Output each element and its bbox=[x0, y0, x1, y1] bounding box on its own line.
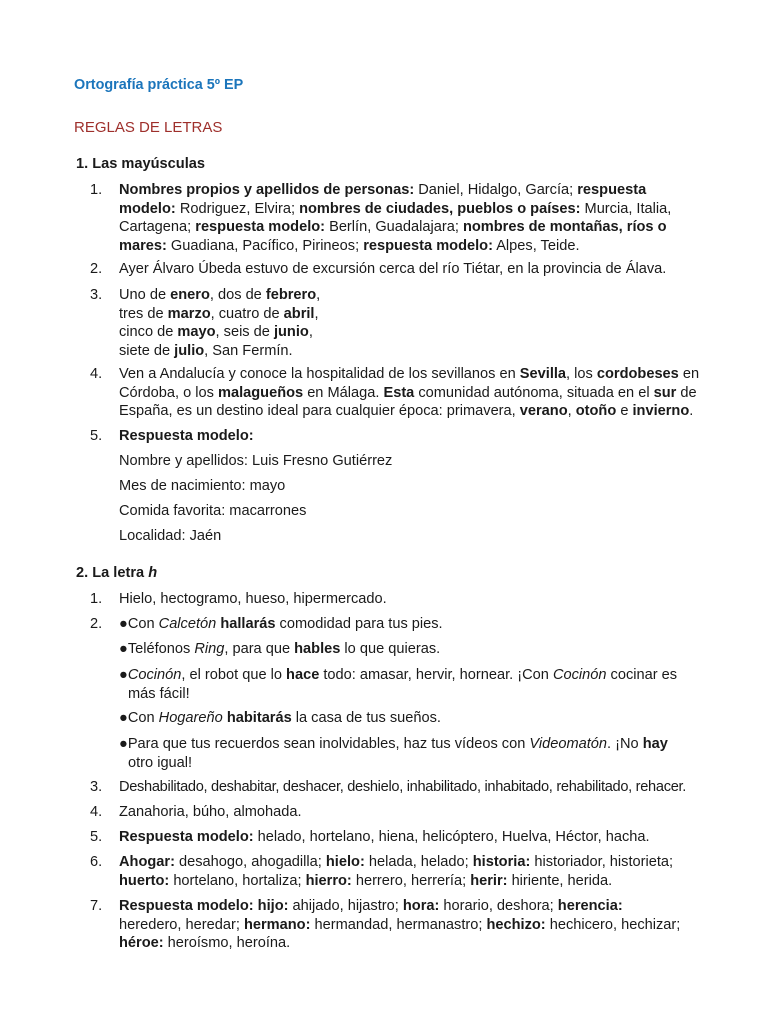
text: , dos de bbox=[209, 287, 266, 303]
document-title: Ortografía práctica 5º EP bbox=[74, 77, 244, 93]
text: comodidad para tus pies. bbox=[275, 616, 443, 632]
s2-item-2-ad-2 bbox=[90, 640, 700, 659]
month-word: mayo bbox=[177, 324, 216, 340]
month-word: febrero bbox=[265, 287, 317, 303]
s1-item-5 bbox=[90, 427, 700, 446]
text: la casa de tus sueños. bbox=[291, 710, 441, 726]
text: , bbox=[567, 403, 576, 419]
text: Córdoba, o los bbox=[119, 384, 218, 401]
text: heroísmo, heroína. bbox=[163, 935, 291, 951]
text: siete de bbox=[119, 342, 175, 359]
text: . ¡No bbox=[607, 736, 643, 752]
s2-item-7 bbox=[90, 897, 700, 953]
text: Cartagena; bbox=[119, 219, 196, 235]
answer-favorite-food: Comida favorita: macarrones bbox=[119, 503, 307, 519]
item-number: 4. bbox=[90, 804, 103, 820]
text: lo que quieras. bbox=[340, 641, 441, 657]
text: ●Con bbox=[119, 616, 159, 632]
text: , seis de bbox=[215, 324, 274, 340]
brand-name: Cocinón bbox=[127, 667, 182, 683]
item-number: 2. bbox=[90, 261, 103, 277]
text-bold: cordobeses bbox=[596, 366, 679, 382]
text: ●Teléfonos bbox=[119, 641, 195, 657]
text: España, es un destino ideal para cualquier época: primavera, bbox=[119, 403, 520, 419]
answer-name: Nombre y apellidos: Luis Fresno Gutiérrez bbox=[119, 453, 393, 469]
text: historiador, historieta; bbox=[530, 854, 674, 870]
brand-name: Calcetón bbox=[158, 616, 217, 632]
text: cinco de bbox=[119, 324, 178, 340]
text-bold: otoño bbox=[575, 403, 617, 419]
text: más fácil! bbox=[128, 685, 190, 702]
text-bold: historia: bbox=[472, 854, 531, 870]
s2-item-2-ad-3 bbox=[90, 666, 700, 703]
s2-item-5 bbox=[90, 828, 700, 847]
text: , bbox=[314, 305, 319, 322]
text: Rodriguez, Elvira; bbox=[175, 200, 300, 217]
text: , bbox=[308, 324, 313, 340]
text-bold: huerto: bbox=[119, 872, 170, 889]
text-bold: Respuesta modelo: bbox=[119, 428, 254, 444]
s2-item-3 bbox=[90, 778, 700, 797]
text: , el robot que lo bbox=[181, 667, 287, 683]
text: ● bbox=[119, 667, 128, 683]
s2-item-1 bbox=[90, 590, 700, 609]
month-word: abril bbox=[283, 305, 315, 322]
s1-item-2 bbox=[90, 260, 700, 279]
text-bold: hora: bbox=[402, 898, 440, 914]
brand-name: Hogareño bbox=[158, 710, 223, 726]
month-word: junio bbox=[273, 324, 309, 340]
text-bold: hierro: bbox=[305, 872, 352, 889]
text: , para que bbox=[224, 641, 295, 657]
month-word: julio bbox=[174, 342, 205, 359]
text: hiriente, herida. bbox=[507, 872, 613, 889]
text-bold: héroe: bbox=[119, 935, 164, 951]
text: Hielo, hectogramo, hueso, hipermercado. bbox=[119, 591, 387, 607]
text: ●Con bbox=[119, 710, 159, 726]
text-bold: verano bbox=[519, 403, 568, 419]
text: e bbox=[616, 403, 633, 419]
item-number: 2. bbox=[90, 616, 103, 632]
text: Uno de bbox=[119, 287, 171, 303]
text: Deshabilitado, deshabitar, deshacer, deshielo, inhabilitado, inhabitado, rehabilitado, rehacer. bbox=[119, 779, 687, 795]
brand-name: Cocinón bbox=[552, 667, 607, 683]
text: todo: amasar, hervir, hornear. ¡Con bbox=[319, 667, 553, 683]
text-bold: hielo: bbox=[325, 854, 365, 870]
text-bold: herencia: bbox=[557, 898, 623, 914]
text-bold: invierno bbox=[632, 403, 690, 419]
item-number: 7. bbox=[90, 898, 103, 914]
text: Ayer Álvaro Úbeda estuvo de excursión cerca del río Tiétar, en la provincia de Álava. bbox=[119, 261, 667, 277]
text: Guadiana, Pacífico, Pirineos; bbox=[166, 237, 364, 254]
text-bold: malagueños bbox=[217, 384, 304, 401]
text: , los bbox=[566, 366, 597, 382]
text-bold: sur bbox=[653, 384, 677, 401]
text-bold: respuesta bbox=[577, 182, 647, 198]
text-bold: Esta bbox=[383, 384, 415, 401]
month-word: enero bbox=[170, 287, 210, 303]
text: , San Fermín. bbox=[204, 342, 293, 359]
s2-item-6 bbox=[90, 853, 700, 890]
text-bold: Respuesta modelo: bbox=[119, 829, 254, 845]
text: hechicero, hechizar; bbox=[545, 916, 681, 933]
s1-item-1 bbox=[90, 181, 700, 255]
answer-town: Localidad: Jaén bbox=[119, 528, 222, 544]
text: horario, deshora; bbox=[439, 898, 558, 914]
text-bold: hay bbox=[642, 736, 668, 752]
text-bold: hechizo: bbox=[486, 916, 546, 933]
s2-item-2-ad-5 bbox=[90, 735, 700, 772]
text-bold: habitarás bbox=[226, 710, 292, 726]
text: en bbox=[678, 366, 700, 382]
item-number: 3. bbox=[90, 779, 103, 795]
s2-item-4 bbox=[90, 803, 700, 822]
answer-birth-month: Mes de nacimiento: mayo bbox=[119, 478, 286, 494]
text-bold: Nombres propios y apellidos de personas: bbox=[119, 182, 415, 198]
s1-item-3 bbox=[90, 286, 700, 360]
section-1-title: 1. Las mayúsculas bbox=[76, 156, 205, 172]
item-number: 5. bbox=[90, 829, 103, 845]
item-number: 1. bbox=[90, 182, 103, 198]
text-bold: hallarás bbox=[220, 616, 276, 632]
item-number: 1. bbox=[90, 591, 103, 607]
text-bold: nombres de montañas, ríos o bbox=[462, 219, 667, 235]
text-bold: mares: bbox=[119, 237, 167, 254]
text: cocinar es bbox=[606, 667, 678, 683]
section-2-title bbox=[76, 565, 157, 581]
text: , bbox=[316, 287, 321, 303]
text: hermandad, hermanastro; bbox=[310, 916, 487, 933]
s2-item-2-ad-4 bbox=[90, 709, 700, 728]
text: otro igual! bbox=[128, 754, 193, 771]
text-bold: hace bbox=[286, 667, 320, 683]
text: en Málaga. bbox=[303, 384, 384, 401]
text-bold: respuesta modelo: bbox=[363, 237, 493, 254]
text: Murcia, Italia, bbox=[580, 200, 672, 217]
text: helado, hortelano, hiena, helicóptero, Huelva, Héctor, hacha. bbox=[253, 829, 650, 845]
item-number: 6. bbox=[90, 854, 103, 870]
text: Ven a Andalucía y conoce la hospitalidad de los sevillanos en bbox=[119, 366, 520, 382]
text: comunidad autónoma, situada en el bbox=[414, 384, 654, 401]
text-bold: modelo: bbox=[119, 200, 176, 217]
text: Zanahoria, búho, almohada. bbox=[119, 804, 302, 820]
brand-name: Videomatón bbox=[529, 736, 608, 752]
text: Berlín, Guadalajara; bbox=[325, 219, 463, 235]
s1-item-4 bbox=[90, 365, 700, 421]
text: Daniel, Hidalgo, García; bbox=[414, 182, 578, 198]
text: herrero, herrería; bbox=[351, 872, 471, 889]
month-word: marzo bbox=[167, 305, 211, 322]
rules-heading: REGLAS DE LETRAS bbox=[74, 119, 223, 136]
text-bold: hables bbox=[294, 641, 341, 657]
text-bold: nombres de ciudades, pueblos o países: bbox=[299, 200, 581, 217]
s2-item-2 bbox=[90, 615, 700, 634]
text: . bbox=[689, 403, 694, 419]
section-2-title-text: 2. La letra bbox=[76, 565, 149, 581]
text: desahogo, ahogadilla; bbox=[174, 854, 326, 870]
text: hortelano, hortaliza; bbox=[169, 872, 306, 889]
text: Alpes, Teide. bbox=[492, 237, 580, 254]
section-2-title-letter: h bbox=[148, 565, 158, 581]
text-bold: herir: bbox=[470, 872, 508, 889]
text-bold: hermano: bbox=[243, 916, 311, 933]
text-bold: Ahogar: bbox=[119, 854, 175, 870]
text-bold: Respuesta modelo: hijo: bbox=[119, 898, 289, 914]
item-number: 4. bbox=[90, 366, 103, 382]
item-number: 3. bbox=[90, 287, 103, 303]
text: , cuatro de bbox=[210, 305, 284, 322]
text: ahijado, hijastro; bbox=[288, 898, 403, 914]
text: heredero, heredar; bbox=[119, 916, 244, 933]
text: helada, helado; bbox=[364, 854, 473, 870]
item-number: 5. bbox=[90, 428, 103, 444]
text-bold: respuesta modelo: bbox=[195, 219, 326, 235]
text-bold: Sevilla bbox=[519, 366, 567, 382]
text: ●Para que tus recuerdos sean inolvidables, haz tus vídeos con bbox=[119, 736, 530, 752]
text: tres de bbox=[119, 305, 168, 322]
text: de bbox=[676, 384, 697, 401]
brand-name: Ring bbox=[194, 641, 225, 657]
